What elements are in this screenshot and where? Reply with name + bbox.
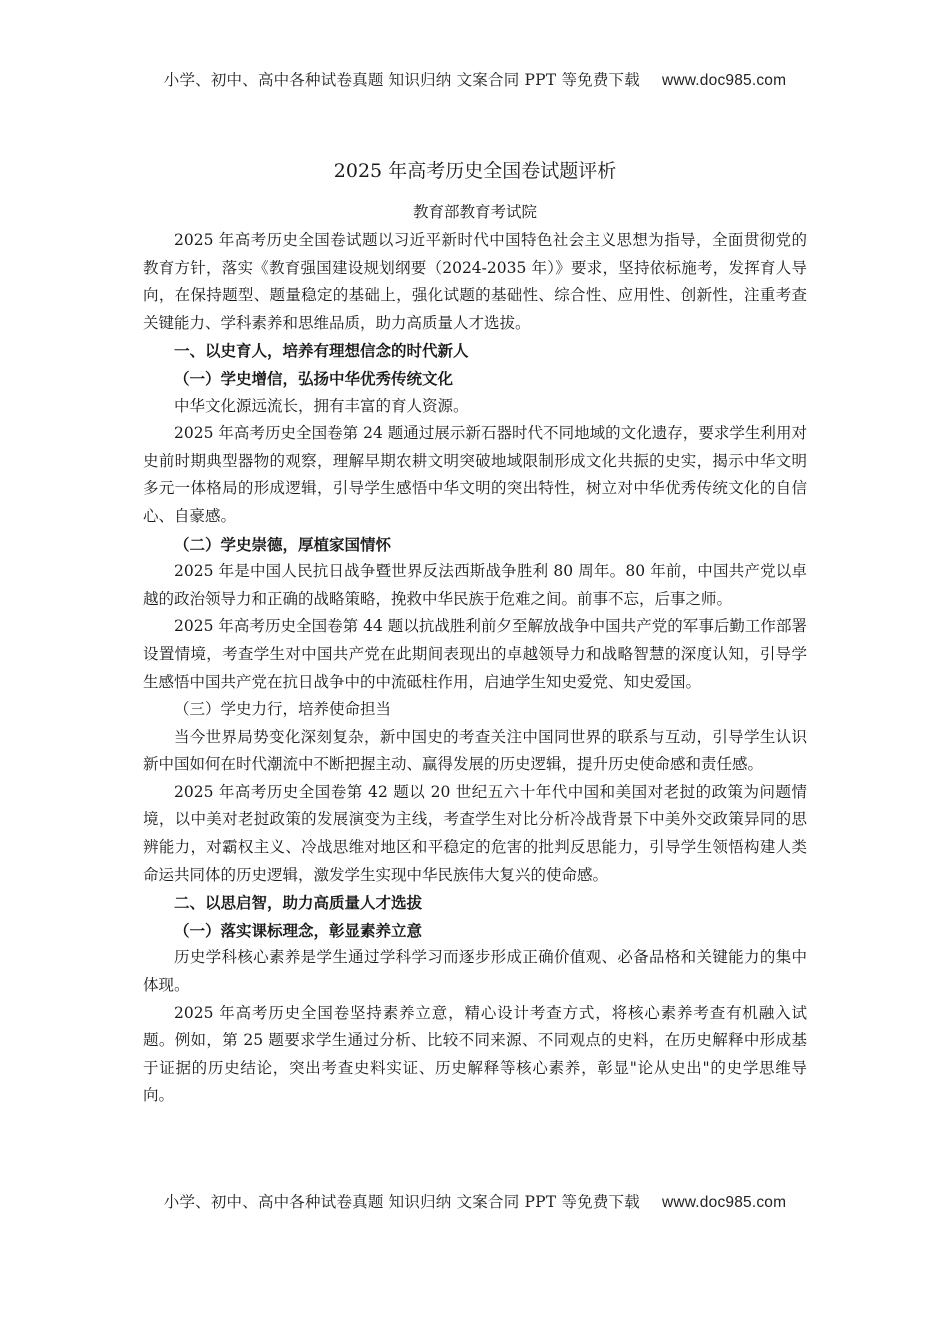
page-footer	[0, 1190, 950, 1212]
header-text: 小学、初中、高中各种试卷真题 知识归纳 文案合同 PPT 等免费下载	[163, 71, 640, 89]
section-heading-2: 二、以思启智，助力高质量人才选拔	[174, 893, 423, 913]
subsection-heading-1-1: （一）学史增信，弘扬中华优秀传统文化	[174, 368, 454, 388]
subsection-heading-1-3: （三）学史力行，培养使命担当	[174, 700, 392, 719]
body-paragraph: 历史学科核心素养是学生通过学科学习而逐步形成正确价值观、必备品格和关键能力的集中体现。	[143, 948, 807, 995]
body-paragraph: 2025 年高考历史全国卷第 44 题以抗战胜利前夕至解放战争中国共产党的军事后勤工作部署设置情境，考查学生对中国共产党在此期间表现出的卓越领导力和战略智慧的深度认知，引导学生感悟中国共产党在抗日战争中的中流砥柱作用，启迪学生知史爱党、知史爱国。	[143, 617, 807, 691]
document-body	[143, 157, 807, 1110]
page-header	[0, 68, 950, 90]
body-paragraph: 2025 年高考历史全国卷坚持素养立意，精心设计考查方式，将核心素养考查有机融入试题。例如，第 25 题要求学生通过分析、比较不同来源、不同观点的史料，在历史解释中形成基于证据的历史结论，突出考查史料实证、历史解释等核心素养，彰显"论从史出"的史学思维导向。	[143, 1003, 807, 1105]
footer-text: 小学、初中、高中各种试卷真题 知识归纳 文案合同 PPT 等免费下载	[163, 1193, 640, 1211]
document-title: 2025 年高考历史全国卷试题评析	[333, 160, 617, 182]
document-author: 教育部教育考试院	[412, 203, 537, 221]
subsection-heading-2-1: （一）落实课标理念，彰显素养立意	[174, 920, 423, 940]
body-paragraph: 2025 年是中国人民抗日战争暨世界反法西斯战争胜利 80 周年。80 年前，中国共产党以卓越的政治领导力和正确的战略策略，挽救中华民族于危难之间。前事不忘，后事之师。	[143, 562, 807, 608]
header-url[interactable]: www.doc985.com	[661, 72, 787, 89]
body-paragraph: 2025 年高考历史全国卷第 42 题以 20 世纪五六十年代中国和美国对老挝的政策为问题情境，以中美对老挝政策的发展演变为主线，考查学生对比分析冷战背景下中美外交政策异同的思辨能力，对霸权主义、冷战思维对地区和平稳定的危害的批判反思能力，引导学生领悟构建人类命运共同体的历史逻辑，激发学生实现中华民族伟大复兴的使命感。	[143, 782, 807, 884]
body-paragraph: 中华文化源远流长，拥有丰富的育人资源。	[174, 396, 469, 415]
footer-url[interactable]: www.doc985.com	[661, 1194, 787, 1211]
subsection-heading-1-2: （二）学史崇德，厚植家国情怀	[174, 534, 392, 554]
body-paragraph: 2025 年高考历史全国卷第 24 题通过展示新石器时代不同地域的文化遗存，要求学生利用对史前时期典型器物的观察，理解早期农耕文明突破地域限制形成文化共振的史实，揭示中华文明多元一体格局的形成逻辑，引导学生感悟中华文明的突出特性，树立对中华优秀传统文化的自信心、自豪感。	[143, 424, 807, 525]
section-heading-1: 一、以史育人，培养有理想信念的时代新人	[174, 341, 469, 361]
intro-paragraph: 2025 年高考历史全国卷试题以习近平新时代中国特色社会主义思想为指导，全面贯彻党的教育方针，落实《教育强国建设规划纲要（2024-2035 年）》要求，坚持依标施考，发挥育人导向，在保持题型、题量稳定的基础上，强化试题的基础性、综合性、应用性、创新性，注重考查关键能力、学科素养和思维品质，助力高质量人才选拔。	[143, 231, 807, 332]
body-paragraph: 当今世界局势变化深刻复杂，新中国史的考查关注中国同世界的联系与互动，引导学生认识新中国如何在时代潮流中不断把握主动、赢得发展的历史逻辑，提升历史使命感和责任感。	[143, 727, 807, 774]
